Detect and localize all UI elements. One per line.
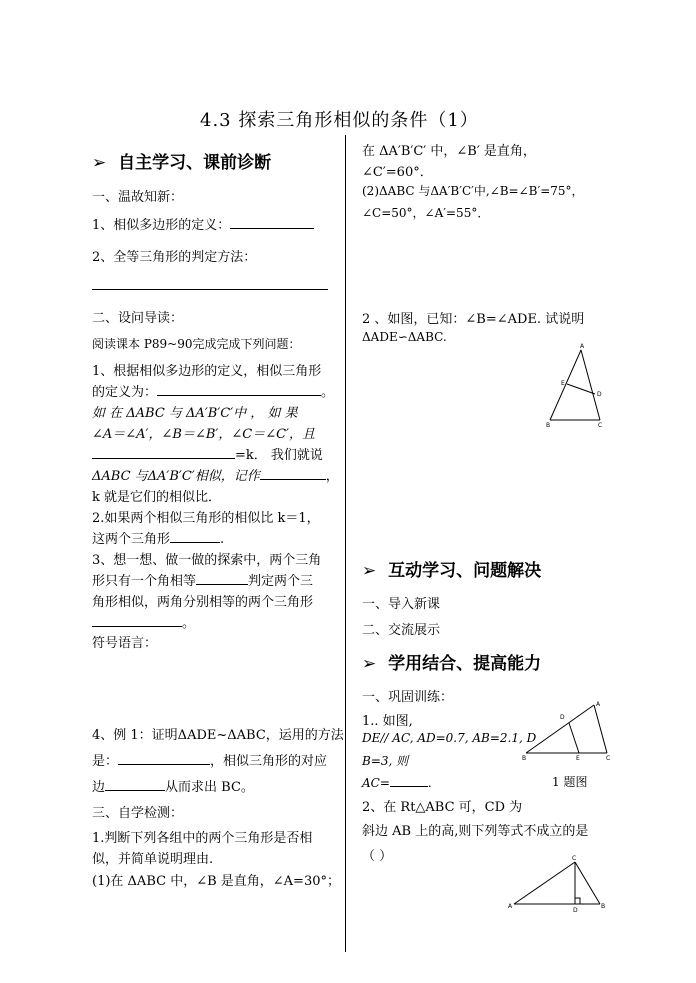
text-line: ΔADE∽ΔABC. [362,330,447,344]
arrow-bullet-icon: ➢ [92,153,107,173]
column-divider [345,135,346,952]
page-title: 4.3 探索三角形相似的条件（1） [200,110,479,131]
arrow-bullet-icon: ➢ [362,561,377,581]
part-guided-reading: 二、设问导读： [92,311,184,326]
fig-q2-label: E [561,380,565,387]
section-heading-self-study: ➢ 自主学习、课前诊断 [92,153,272,173]
answer-blank[interactable] [157,382,321,396]
text-line: ∠C′=60°． [362,165,433,180]
triangle-figure-q2 [540,340,610,432]
answer-bracket[interactable]: （ ） [362,849,393,864]
text-line: k 就是它们的相似比． [92,490,222,505]
text-line: 1、根据相似多边形的定义，相似三角形 [92,364,322,379]
text-line: 2、在 Rt△ABC 可，CD 为 [362,800,523,815]
symbol-language-label: 符号语言： [92,636,158,651]
question-definition: 1、相似多边形的定义： [92,214,314,233]
fig-e1-label: E [576,755,580,762]
fig-e1-label: C [606,755,611,762]
section-heading-application: ➢ 学用结合、提高能力 [362,654,542,674]
fig-e2-label: C [572,855,577,862]
text-line: 4、例 1：证明ΔADE~ΔABC，运用的方法 [92,728,344,743]
text-line: 如 在 ΔABC 与 ΔA′B′C′中 ， 如 果 [92,406,298,421]
answer-blank[interactable] [196,571,248,585]
text-line: 。 [92,612,195,631]
fig-e1-label: D [560,714,565,721]
text-line: 在 ΔA′B′C′ 中，∠B′ 是直角， [362,144,536,159]
part-exchange: 二、交流展示 [362,623,441,638]
text-line: (1)在 ΔABC 中，∠B 是直角，∠A=30°； [92,874,340,889]
text-line: 这两个三角形 . [92,528,224,547]
reading-instruction: 阅读课本 P89~90完成完成下列问题： [92,337,301,351]
right-triangle-figure-e2 [504,852,608,916]
text-line: 边 从而求出 BC。 [92,776,254,795]
fig-e1-label: A [596,701,601,708]
text-line: ∠A＝∠A′，∠B＝∠B′，∠C＝∠C′，且 [92,427,315,442]
part-intro: 一、导入新课 [362,597,441,612]
fig-e2-label: D [573,907,578,914]
answer-blank[interactable] [390,773,428,787]
text-line: 斜边 AB 上的高,则下列等式不成立的是 [362,824,589,839]
arrow-bullet-icon: ➢ [362,654,377,674]
text-line: ∠C=50°，∠A′=55°． [362,206,490,220]
part-self-test: 三、自学检测： [92,806,184,821]
answer-line[interactable] [92,289,328,290]
fig-e1-label: B [522,755,527,762]
text-line: 1.. 如图, [362,714,413,729]
part-practice: 一、巩固训练： [362,690,454,705]
text-line: 2 、如图，已知：∠B=∠ADE. 试说明 [362,312,585,327]
fig-e2-label: A [508,903,513,910]
answer-blank[interactable] [260,466,326,480]
fig-q2-label: B [546,422,551,429]
text-line: 角形相似，两角分别相等的两个三角形 [92,595,314,610]
answer-blank[interactable] [118,751,210,765]
text-line: ΔABC 与ΔA′B′C′相似，记作 ， [92,465,339,484]
fig-q2-label: A [580,343,585,350]
answer-blank[interactable] [92,613,182,627]
answer-blank[interactable] [92,445,235,459]
text-line: DE// AC, AD=0.7, AB=2.1, D [362,731,537,745]
fig-q2-label: C [598,422,603,429]
section-heading-interactive: ➢ 互动学习、问题解决 [362,561,542,581]
text-line: 3、想一想、做一做的探索中，两个三角 [92,553,322,568]
part-review: 一、温故知新： [92,190,184,205]
answer-blank[interactable] [105,777,165,791]
text-line: 2.如果两个相似三角形的相似比 k＝1， [92,511,320,526]
fig-q2-label: D [597,391,602,398]
question-congruence: 2、全等三角形的判定方法： [92,250,257,265]
text-line: 似，并简单说明理由. [92,852,214,867]
text-line: 是： ，相似三角形的对应 [92,750,327,769]
fig-e2-label: B [601,903,606,910]
text-line: 形只有一个角相等 判定两个三 [92,570,313,589]
text-line: AC= . [362,773,432,790]
triangle-figure-e1 [518,700,618,762]
text-line: (2)ΔABC 与ΔA′B′C′中,∠B=∠B′=75°， [362,184,584,198]
text-line: 1.判断下列各组中的两个三角形是否相 [92,831,313,846]
figure-caption: 1 题图 [552,775,588,789]
text-line: B=3, 则 [362,754,409,768]
answer-blank[interactable] [170,529,220,543]
answer-blank[interactable] [230,215,314,229]
text-line: 的定义为： 。 [92,381,334,400]
text-line: =k． 我们就说 [92,444,323,463]
